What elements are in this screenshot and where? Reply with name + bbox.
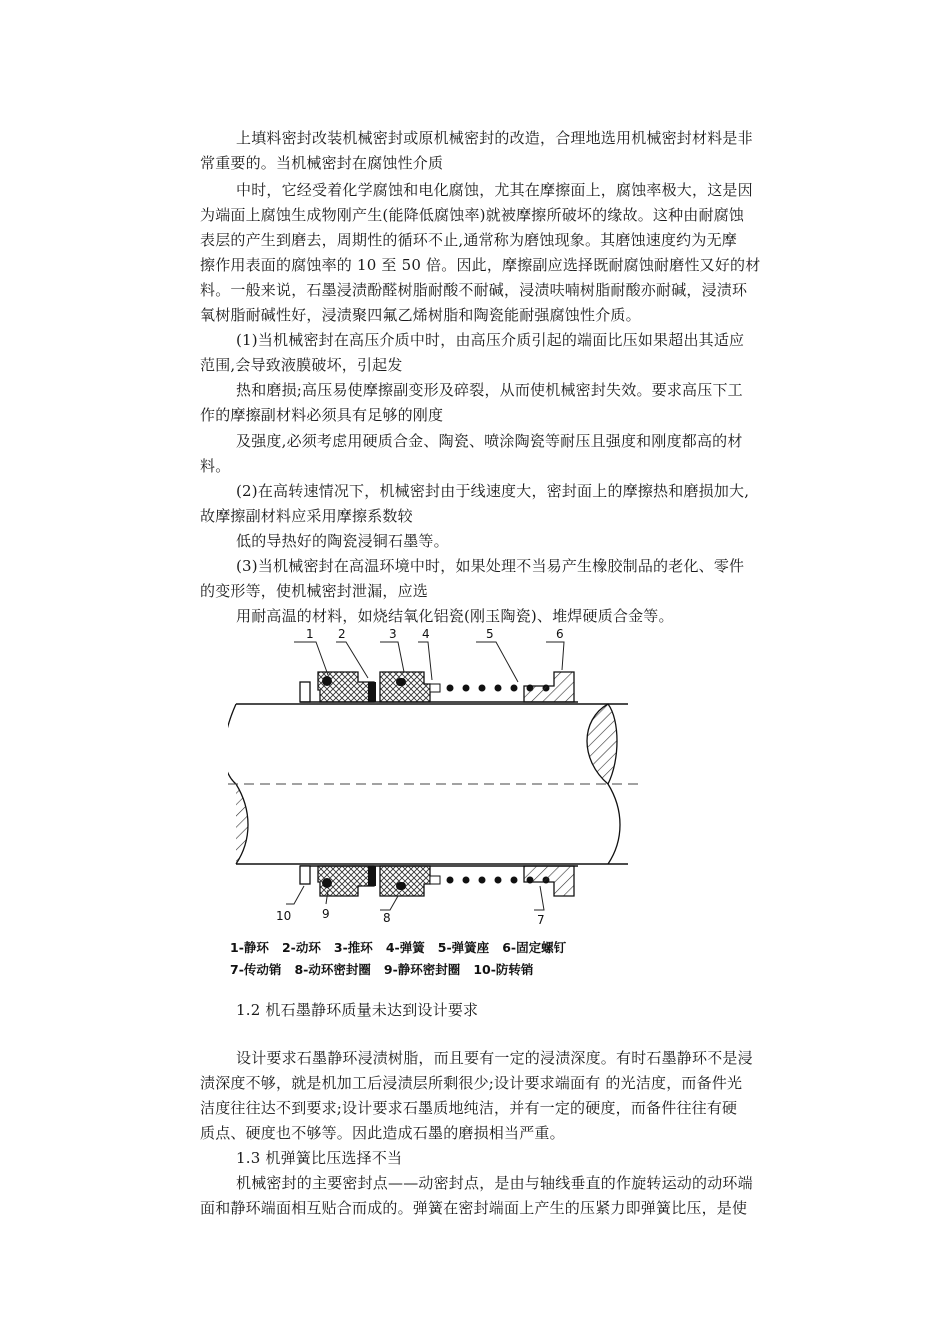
text-line: 渍深度不够，就是机加工后浸渍层所剩很少;设计要求端面有 的光洁度，而备件光 bbox=[200, 1074, 743, 1092]
label-part-4: 4 bbox=[422, 627, 430, 641]
section-heading-1-2: 1.2 机石墨静环质量未达到设计要求 bbox=[236, 1001, 479, 1019]
section-heading-1-3: 1.3 机弹簧比压选择不当 bbox=[236, 1149, 403, 1167]
text-line: 作的摩擦副材料必须具有足够的刚度 bbox=[200, 406, 444, 424]
label-part-8: 8 bbox=[383, 911, 391, 925]
text-line: 及强度,必须考虑用硬质合金、陶瓷、喷涂陶瓷等耐压且强度和刚度都高的材 bbox=[236, 432, 743, 450]
text-line: (2)在高转速情况下，机械密封由于线速度大，密封面上的摩擦热和磨损加大, bbox=[236, 482, 750, 500]
label-part-7: 7 bbox=[537, 913, 545, 927]
text-line: 质点、硬度也不够等。因此造成石墨的磨损相当严重。 bbox=[200, 1124, 565, 1142]
text-line: 中时，它经受着化学腐蚀和电化腐蚀，尤其在摩擦面上，腐蚀率极大，这是因 bbox=[236, 181, 753, 199]
figure-legend-row-2: 7-传动销 8-动环密封圈 9-静环密封圈 10-防转销 bbox=[230, 962, 534, 977]
label-part-2: 2 bbox=[338, 627, 346, 641]
text-line: 低的导热好的陶瓷浸铜石墨等。 bbox=[236, 532, 449, 550]
text-line: 用耐高温的材料，如烧结氧化铝瓷(刚玉陶瓷)、堆焊硬质合金等。 bbox=[236, 607, 674, 625]
text-line: (3)当机械密封在高温环境中时，如果处理不当易产生橡胶制品的老化、零件 bbox=[236, 557, 745, 575]
figure-legend-row-1: 1-静环 2-动环 3-推环 4-弹簧 5-弹簧座 6-固定螺钉 bbox=[230, 940, 567, 955]
text-line: 氧树脂耐碱性好，浸渍聚四氟乙烯树脂和陶瓷能耐强腐蚀性介质。 bbox=[200, 306, 641, 324]
text-line: 机械密封的主要密封点——动密封点，是由与轴线垂直的作旋转运动的动环端 bbox=[236, 1174, 753, 1192]
label-part-1: 1 bbox=[306, 627, 314, 641]
text-line: 的变形等，使机械密封泄漏，应选 bbox=[200, 582, 429, 600]
shaft bbox=[228, 704, 638, 864]
text-line: 擦作用表面的腐蚀率的 10 至 50 倍。因此，摩擦副应选择既耐腐蚀耐磨性又好的材 bbox=[200, 256, 761, 274]
text-line: 洁度往往达不到要求;设计要求石墨质地纯洁，并有一定的硬度，而备件往往有硬 bbox=[200, 1099, 738, 1117]
text-line: 面和静环端面相互贴合而成的。弹簧在密封端面上产生的压紧力即弹簧比压，是使 bbox=[200, 1199, 748, 1217]
label-part-5: 5 bbox=[486, 627, 494, 641]
text-line: 上填料密封改装机械密封或原机械密封的改造，合理地选用机械密封材料是非 bbox=[236, 129, 753, 147]
label-part-10: 10 bbox=[276, 909, 292, 923]
label-part-3: 3 bbox=[389, 627, 397, 641]
text-line: 范围,会导致液膜破坏，引起发 bbox=[200, 356, 403, 374]
text-line: 热和磨损;高压易使摩擦副变形及碎裂，从而使机械密封失效。要求高压下工 bbox=[236, 381, 743, 399]
text-line: 设计要求石墨静环浸渍树脂，而且要有一定的浸渍深度。有时石墨静环不是浸 bbox=[236, 1049, 753, 1067]
text-line: (1)当机械密封在高压介质中时，由高压介质引起的端面比压如果超出其适应 bbox=[236, 331, 745, 349]
text-line: 表层的产生到磨去，周期性的循环不止,通常称为磨蚀现象。其磨蚀速度约为无摩 bbox=[200, 231, 737, 249]
text-line: 为端面上腐蚀生成物刚产生(能降低腐蚀率)就被摩擦所破坏的缘故。这种由耐腐蚀 bbox=[200, 206, 745, 224]
label-part-6: 6 bbox=[556, 627, 564, 641]
text-line: 料。 bbox=[200, 457, 231, 475]
text-line: 故摩擦副材料应采用摩擦系数较 bbox=[200, 507, 413, 525]
text-line: 常重要的。当机械密封在腐蚀性介质 bbox=[200, 154, 444, 172]
label-part-9: 9 bbox=[322, 907, 330, 921]
text-line: 料。一般来说，石墨浸渍酚醛树脂耐酸不耐碱，浸渍呋喃树脂耐酸亦耐碱，浸渍环 bbox=[200, 281, 748, 299]
mechanical-seal-diagram bbox=[228, 620, 648, 980]
lower-seal-assembly bbox=[300, 866, 578, 896]
upper-seal-assembly bbox=[300, 672, 578, 702]
